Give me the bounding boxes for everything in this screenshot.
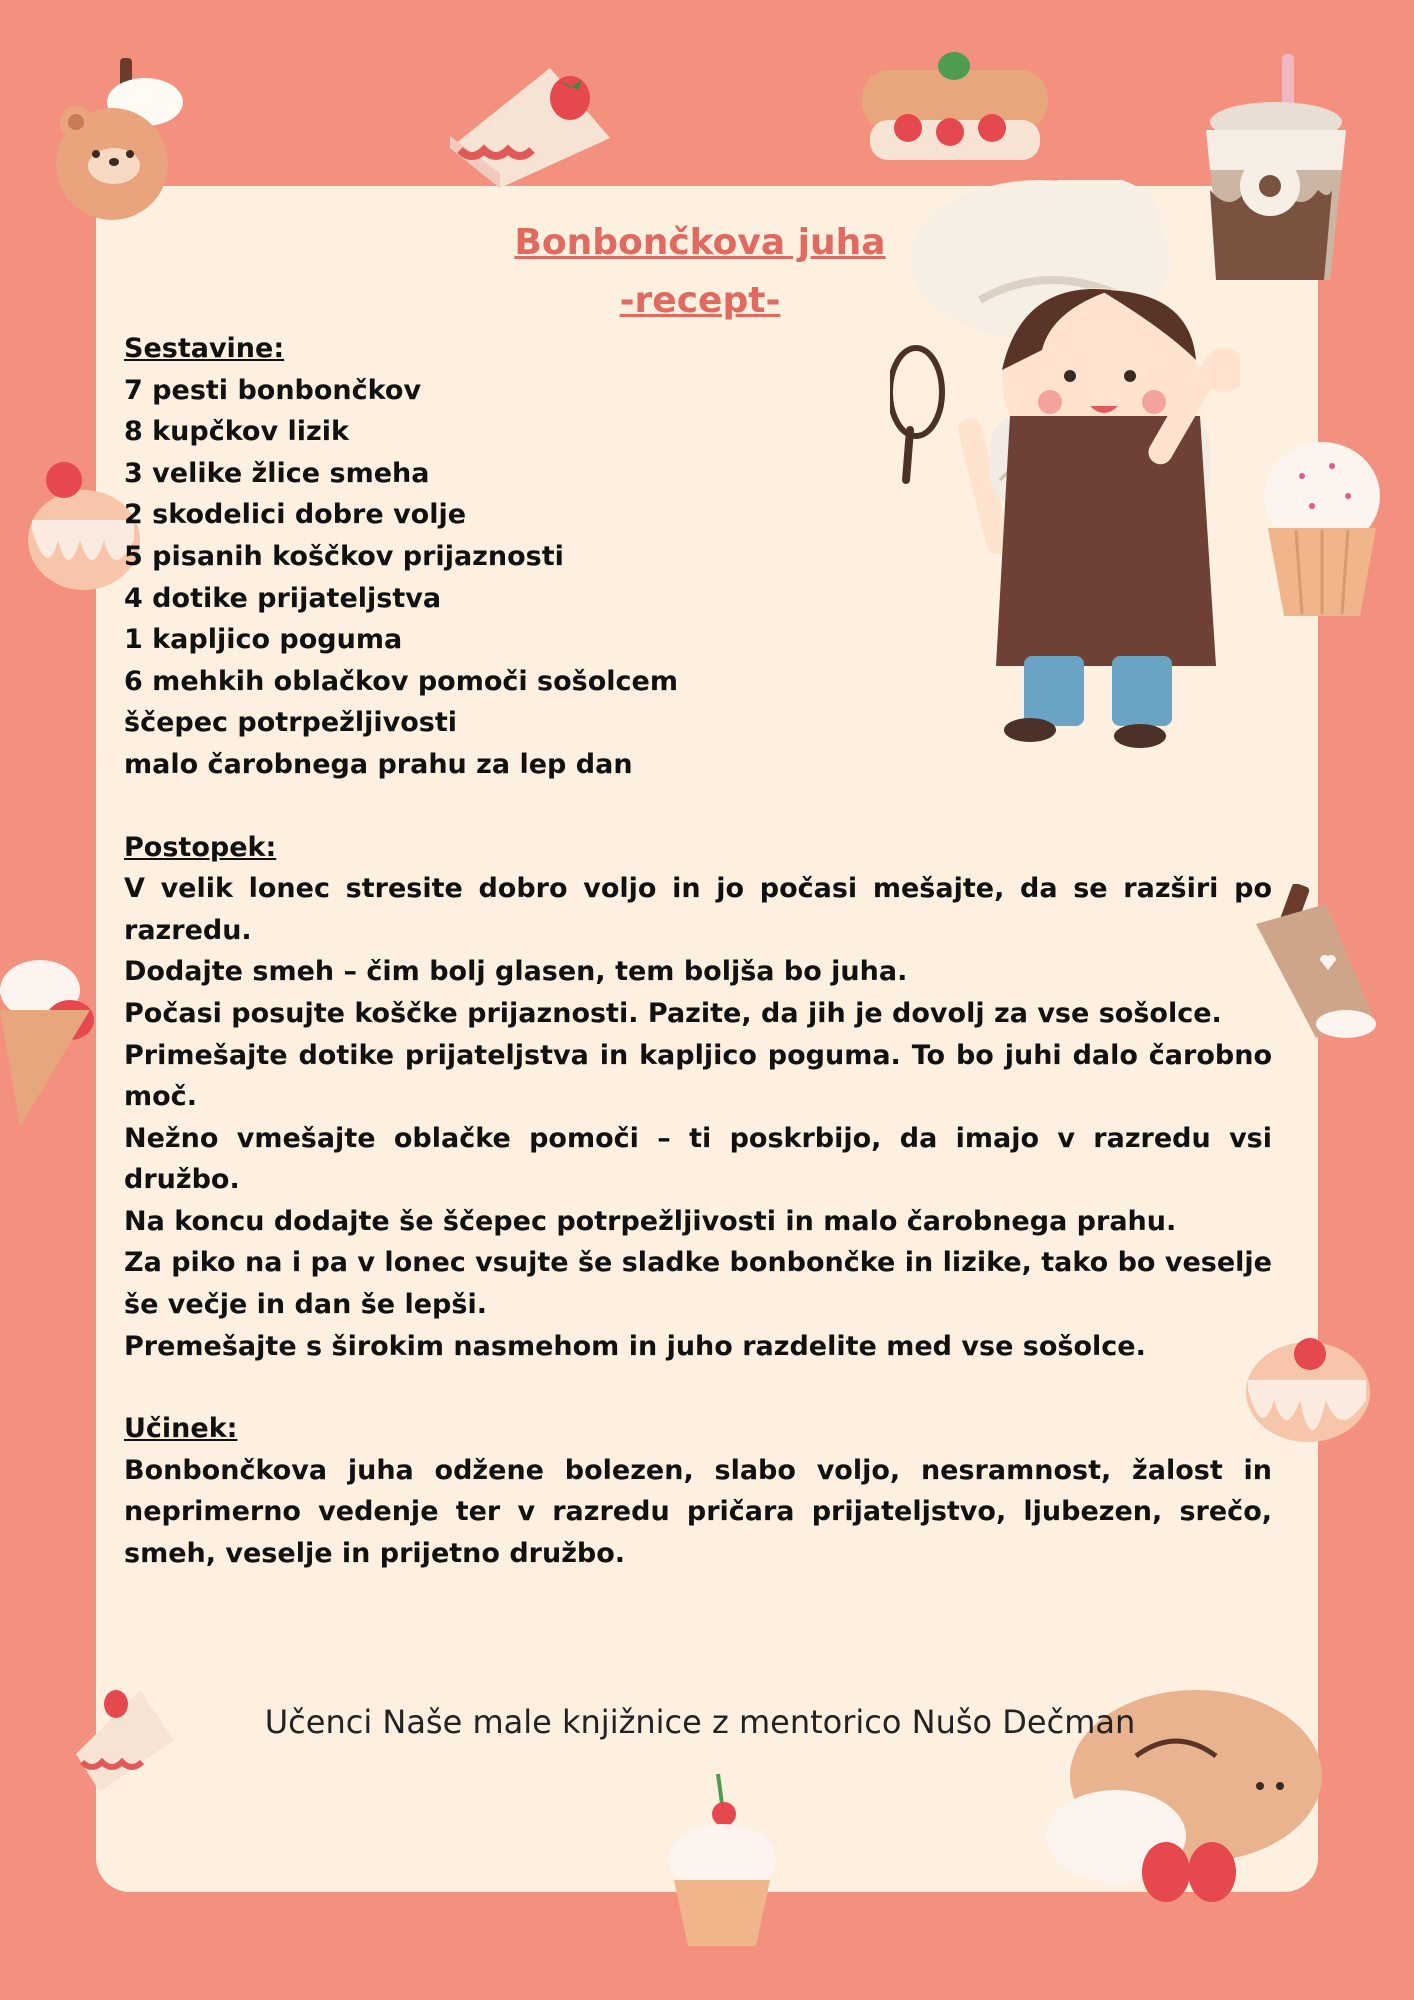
ingredient-item: 2 skodelici dobre volje [124, 499, 467, 531]
cake-slice-icon [440, 58, 620, 198]
procedure-step: Počasi posujte koščke prijaznosti. Pazite, da jih je dovolj za vse sošolce. [124, 997, 1222, 1029]
ice-cream-cone-icon [0, 950, 96, 1130]
pudding-icon [24, 450, 140, 610]
effect-text: Bonbončkova juha odžene bolezen, slabo voljo, nesramnost, žalost in neprimerno vedenje ter v razredu pričara prijateljstvo, ljubezen, srečo, smeh, veselje in prijetno družbo. [124, 1454, 1272, 1570]
procedure-step: Premešajte s širokim nasmehom in juho razdelite med vse sošolce. [124, 1330, 1146, 1362]
procedure-heading: Postopek: [124, 831, 277, 863]
ingredient-item: 3 velike žlice smeha [124, 457, 430, 489]
cherry-cupcake-icon [662, 1770, 782, 1950]
ingredient-item: malo čarobnega prahu za lep dan [124, 748, 633, 780]
procedure-step: Za piko na i pa v lonec vsujte še sladke bonbončke in lizike, tako bo veselje še večje in dan še lepši. [124, 1247, 1272, 1321]
recipe-body [124, 328, 1272, 1575]
footer-credit: Učenci Naše male knjižnice z mentorico Nušo Dečman [264, 1703, 1136, 1741]
page-subtitle: -recept- [619, 280, 781, 321]
procedure-step: Nežno vmešajte oblačke pomoči – ti poskrbijo, da imajo v razredu vsi družbo. [124, 1122, 1272, 1196]
procedure-step: Primešajte dotike prijateljstva in kapljico poguma. To bo juhi dalo čarobno moč. [124, 1039, 1272, 1113]
ingredient-item: 5 pisanih koščkov prijaznosti [124, 540, 564, 572]
procedure-step: Dodajte smeh – čim bolj glasen, tem boljša bo juha. [124, 956, 908, 988]
procedure-step: Na koncu dodajte še ščepec potrpežljivosti in malo čarobnega prahu. [124, 1205, 1177, 1237]
cupcake-icon [1262, 436, 1382, 626]
small-cake-slice-icon [70, 1674, 180, 1804]
ingredients-heading: Sestavine: [124, 333, 285, 364]
bear-cake-icon [50, 54, 190, 224]
ingredient-item: 1 kapljico poguma [124, 624, 403, 656]
effect-heading: Učinek: [124, 1413, 238, 1445]
ingredient-item: 8 kupčkov lizik [124, 416, 349, 448]
procedure-step: V velik lonec stresite dobro voljo in jo počasi mešajte, da se razširi po razredu. [124, 873, 1272, 946]
ingredient-item: 6 mehkih oblačkov pomoči sošolcem [124, 665, 678, 697]
ingredient-item: 7 pesti bonbončkov [124, 374, 422, 406]
sandwich-icon [858, 40, 1054, 180]
ingredient-item: ščepec potrpežljivosti [124, 707, 458, 739]
page-title: Bonbončkova juha [514, 222, 886, 263]
ingredient-item: 4 dotike prijateljstva [124, 582, 442, 614]
